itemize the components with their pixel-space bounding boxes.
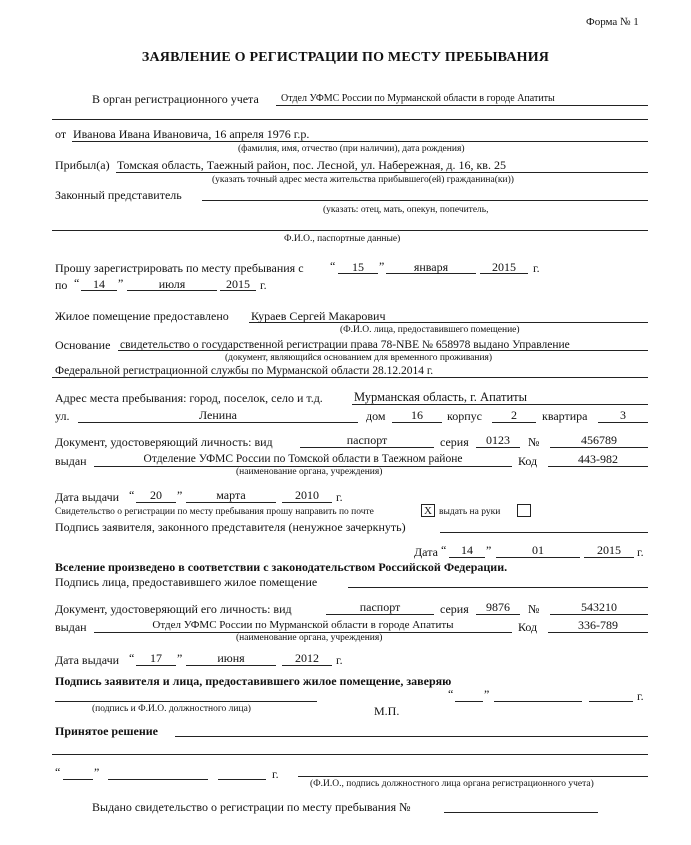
register-day-from[interactable]: 15 [352, 260, 364, 274]
address-flat[interactable]: 3 [620, 408, 626, 422]
arrived-label: Прибыл(а) [55, 158, 110, 172]
provider-sign-label: Подпись лица, предоставившего жилое помещение [55, 575, 318, 589]
address-city[interactable]: Мурманская область, г. Апатиты [354, 390, 527, 404]
housing-hint: (Ф.И.О. лица, предоставившего помещение) [340, 325, 520, 335]
register-month-to[interactable]: июля [158, 277, 186, 291]
doc2-year[interactable]: 2012 [295, 651, 319, 665]
address-street[interactable]: Ленина [199, 408, 237, 422]
decision-line[interactable] [175, 736, 648, 737]
doc1-month[interactable]: марта [216, 488, 246, 502]
housing-label: Жилое помещение предоставлено [55, 309, 229, 323]
doc1-number[interactable]: 456789 [581, 433, 617, 447]
applicant-sign-line[interactable] [440, 532, 648, 533]
certify-text: Подпись заявителя и лица, предоставившего жилое помещение, заверяю [55, 674, 452, 688]
from-hint: (фамилия, имя, отчество (при наличии), дата рождения) [238, 144, 465, 154]
register-label: Прошу зарегистрировать по месту пребывания с [55, 261, 304, 275]
settlement-text: Вселение произведено в соответствии с законодательством Российской Федерации. [55, 560, 508, 574]
arrived-field[interactable]: Томская область, Таежный район, пос. Лесной, ул. Набережная, д. 16, кв. 25 [117, 158, 506, 172]
doc1-label: Документ, удостоверяющий личность: вид [55, 435, 273, 449]
basis-hint: (документ, являющийся основанием для временного проживания) [225, 353, 493, 363]
stamp-place: М.П. [374, 704, 400, 718]
doc2-month[interactable]: июня [217, 651, 245, 665]
basis-field-2[interactable]: Федеральной регистрационной службы по Мурманской области 28.12.2014 г. [55, 365, 434, 377]
organ-label: В орган регистрационного учета [92, 92, 259, 106]
applicant-sign-label: Подпись заявителя, законного представителя (ненужное зачеркнуть) [55, 520, 406, 534]
address-house[interactable]: 16 [411, 408, 423, 422]
official2-hint: (Ф.И.О., подпись должностного лица органа регистрационного учета) [310, 779, 594, 789]
register-year-from[interactable]: 2015 [492, 260, 516, 274]
date2-day[interactable]: 14 [461, 543, 473, 557]
register-month-from[interactable]: января [413, 260, 449, 274]
address-korpus[interactable]: 2 [511, 408, 517, 422]
doc2-hint: (наименование органа, учреждения) [236, 633, 383, 643]
register-day-to[interactable]: 14 [93, 277, 105, 291]
housing-field[interactable]: Кураев Сергей Макарович [251, 309, 386, 323]
official-hint: (подпись и Ф.И.О. должностного лица) [92, 704, 251, 714]
representative-label: Законный представитель [55, 188, 182, 202]
doc2-number[interactable]: 543210 [581, 600, 617, 614]
doc2-series[interactable]: 9876 [486, 600, 510, 614]
issued-cert-number[interactable] [444, 812, 598, 813]
doc2-label: Документ, удостоверяющий его личность: вид [55, 602, 292, 616]
doc1-year[interactable]: 2010 [295, 488, 319, 502]
official2-sign-line[interactable] [298, 776, 648, 777]
doc2-type[interactable]: паспорт [359, 600, 401, 614]
address-label: Адрес места пребывания: город, поселок, село и т.д. [55, 391, 323, 405]
form-number: Форма № 1 [586, 16, 639, 28]
hand-label: выдать на руки [439, 507, 501, 517]
doc1-type[interactable]: паспорт [346, 433, 388, 447]
basis-field[interactable]: свидетельство о государственной регистрации права 78-NBE № 658978 выдано Управление [120, 339, 570, 351]
basis-label: Основание [55, 338, 111, 352]
post-checkbox[interactable]: X [421, 504, 435, 517]
provider-sign-line[interactable] [348, 587, 648, 588]
doc2-code[interactable]: 336-789 [578, 618, 618, 632]
doc1-day[interactable]: 20 [150, 488, 162, 502]
page-title: ЗАЯВЛЕНИЕ О РЕГИСТРАЦИИ ПО МЕСТУ ПРЕБЫВАНИЯ [141, 50, 550, 65]
from-label: от [55, 127, 67, 141]
issued-cert-label: Выдано свидетельство о регистрации по месту пребывания № [92, 800, 411, 814]
doc2-day[interactable]: 17 [150, 651, 162, 665]
register-year-to[interactable]: 2015 [226, 277, 250, 291]
doc2-issued[interactable]: Отдел УФМС России по Мурманской области в городе Апатиты [152, 619, 454, 631]
doc2-date-label: Дата выдачи [55, 653, 120, 667]
doc1-hint: (наименование органа, учреждения) [236, 467, 383, 477]
decision-label: Принятое решение [55, 724, 159, 738]
representative-hint2: Ф.И.О., паспортные данные) [284, 234, 401, 244]
hand-checkbox[interactable] [517, 504, 531, 517]
official-sign-line[interactable] [55, 701, 317, 702]
doc1-date-label: Дата выдачи [55, 490, 120, 504]
from-field[interactable]: Иванова Ивана Ивановича, 16 апреля 1976 г.р. [73, 127, 310, 141]
doc1-issued[interactable]: Отделение УФМС России по Томской области в Таежном районе [143, 453, 463, 465]
organ-field[interactable]: Отдел УФМС России по Мурманской области в городе Апатиты [281, 93, 555, 104]
doc1-code[interactable]: 443-982 [578, 452, 618, 466]
date2-year[interactable]: 2015 [597, 543, 621, 557]
doc1-series[interactable]: 0123 [486, 433, 510, 447]
date2-month[interactable]: 01 [532, 543, 544, 557]
arrived-hint: (указать точный адрес места жительства прибывшего(ей) гражданина(ки)) [212, 175, 514, 185]
certificate-text: Свидетельство о регистрации по месту пребывания прошу направить по почте [55, 507, 374, 517]
representative-hint: (указать: отец, мать, опекун, попечитель, [323, 205, 489, 215]
